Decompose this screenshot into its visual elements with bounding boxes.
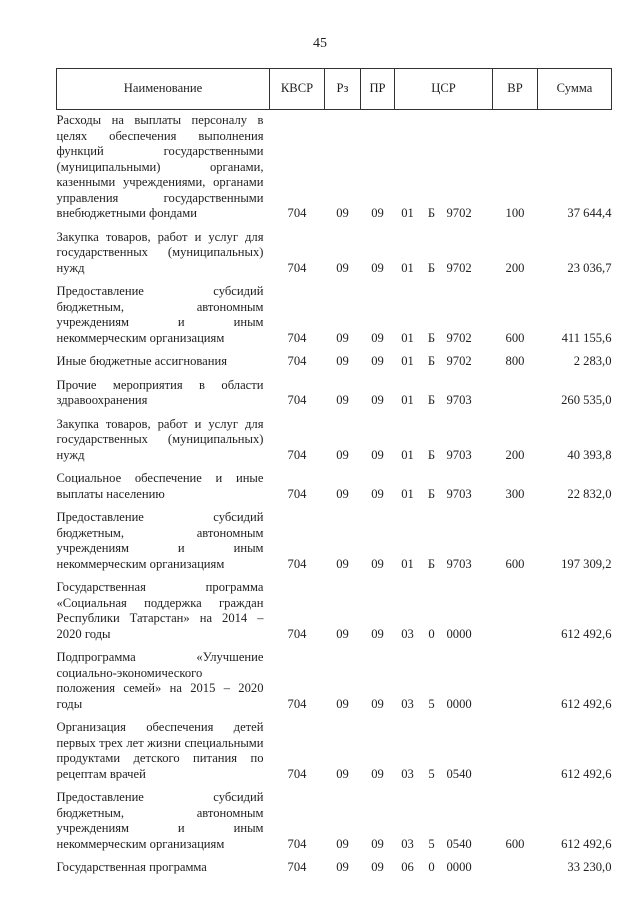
- row-pr: 09: [371, 766, 384, 781]
- row-kvsr: 704: [287, 486, 307, 501]
- row-pr: 09: [371, 556, 384, 571]
- table-row: [57, 463, 612, 502]
- row-name: Предоставление субсидий бюджетным, автономным учреждениям и иным некоммерческим организациям: [56, 284, 264, 345]
- row-vr: 800: [505, 354, 525, 368]
- row-csr-subprogram: Б: [427, 556, 436, 571]
- table-row: [57, 222, 612, 277]
- row-name: Предоставление субсидий бюджетным, автономным учреждениям и иным некоммерческим организациям: [56, 790, 264, 851]
- row-name: Государственная программа «Социальная поддержка граждан Республики Татарстан» на 2014 – 2020 годы: [56, 580, 264, 641]
- row-csr-program: 01: [401, 393, 414, 407]
- row-pr: 09: [371, 330, 384, 345]
- budget-table: [56, 68, 612, 876]
- row-name: Организация обеспечения детей первых трех лет жизни специальными продуктами детского питания по рецептам врачей: [56, 720, 264, 781]
- row-kvsr: 704: [287, 206, 307, 220]
- row-csr-program: 03: [401, 696, 414, 711]
- row-sum: 612 492,6: [561, 626, 612, 641]
- table-row: [57, 712, 612, 782]
- row-vr: [493, 572, 538, 642]
- table-row: [57, 110, 612, 222]
- row-csr-subprogram: 0: [428, 626, 435, 641]
- row-csr-direction: 9703: [446, 556, 472, 571]
- row-csr-subprogram: 5: [428, 696, 435, 711]
- row-name: Иные бюджетные ассигнования: [56, 354, 228, 368]
- row-rz: 09: [336, 696, 349, 711]
- row-kvsr: 704: [287, 766, 307, 781]
- header-pr: ПР: [361, 69, 395, 110]
- table-row: [57, 502, 612, 572]
- table-row: [57, 572, 612, 642]
- row-vr: 200: [505, 447, 525, 462]
- row-pr: 09: [371, 206, 384, 220]
- row-pr: 09: [371, 447, 384, 462]
- row-csr-direction: 9703: [446, 486, 472, 501]
- row-sum: 197 309,2: [561, 556, 612, 571]
- row-name: Прочие мероприятия в области здравоохранения: [56, 377, 264, 407]
- row-csr-program: 01: [401, 354, 414, 368]
- row-sum: 260 535,0: [561, 393, 612, 407]
- row-kvsr: 704: [287, 696, 307, 711]
- row-kvsr: 704: [287, 556, 307, 571]
- row-csr-program: 03: [401, 626, 414, 641]
- row-csr-program: 01: [401, 206, 414, 220]
- row-csr-program: 01: [401, 260, 414, 275]
- row-rz: 09: [336, 836, 349, 851]
- row-csr-direction: 9702: [446, 260, 472, 275]
- row-pr: 09: [371, 860, 384, 874]
- row-vr: 600: [505, 836, 525, 851]
- row-pr: 09: [371, 260, 384, 275]
- row-name: Социальное обеспечение и иные выплаты населению: [56, 471, 264, 501]
- row-rz: 09: [336, 766, 349, 781]
- row-vr: 300: [505, 486, 525, 501]
- table-row: [57, 370, 612, 409]
- header-kvsr: КВСР: [270, 69, 325, 110]
- row-vr: [493, 370, 538, 409]
- row-rz: 09: [336, 354, 349, 368]
- row-rz: 09: [336, 556, 349, 571]
- table-row: [57, 409, 612, 464]
- row-csr-subprogram: Б: [427, 330, 436, 345]
- row-rz: 09: [336, 626, 349, 641]
- row-kvsr: 704: [287, 393, 307, 407]
- row-rz: 09: [336, 330, 349, 345]
- row-csr-subprogram: Б: [427, 260, 436, 275]
- row-pr: 09: [371, 626, 384, 641]
- header-csr: ЦСР: [395, 69, 493, 110]
- row-vr: [493, 642, 538, 712]
- row-csr-direction: 0540: [446, 766, 472, 781]
- row-sum: 33 230,0: [567, 860, 612, 874]
- row-pr: 09: [371, 486, 384, 501]
- row-name: Закупка товаров, работ и услуг для государственных (муниципальных) нужд: [56, 229, 264, 275]
- row-csr-direction: 9703: [446, 447, 472, 462]
- row-kvsr: 704: [287, 860, 307, 874]
- row-vr: 200: [505, 260, 525, 275]
- row-rz: 09: [336, 486, 349, 501]
- row-name: Подпрограмма «Улучшение социально-экономического положения семей» на 2015 – 2020 годы: [56, 650, 264, 711]
- row-vr: 100: [505, 206, 525, 220]
- row-pr: 09: [371, 393, 384, 407]
- row-csr-subprogram: Б: [427, 447, 436, 462]
- row-sum: 612 492,6: [561, 836, 612, 851]
- row-csr-direction: 0000: [446, 626, 472, 641]
- table-row: [57, 852, 612, 876]
- row-sum: 2 283,0: [573, 354, 612, 368]
- row-vr: 600: [505, 556, 525, 571]
- row-kvsr: 704: [287, 260, 307, 275]
- row-kvsr: 704: [287, 447, 307, 462]
- row-name: Государственная программа: [56, 860, 207, 874]
- row-csr-subprogram: Б: [427, 393, 436, 407]
- row-rz: 09: [336, 860, 349, 874]
- header-sum: Сумма: [538, 69, 612, 110]
- row-csr-program: 01: [401, 556, 414, 571]
- row-csr-direction: 0000: [446, 696, 472, 711]
- row-csr-subprogram: 5: [428, 836, 435, 851]
- row-csr-direction: 9702: [446, 354, 472, 368]
- row-sum: 23 036,7: [567, 260, 612, 275]
- row-csr-subprogram: 0: [428, 860, 435, 874]
- row-name: Предоставление субсидий бюджетным, автономным учреждениям и иным некоммерческим организациям: [56, 510, 264, 571]
- row-csr-program: 01: [401, 330, 414, 345]
- row-kvsr: 704: [287, 354, 307, 368]
- row-csr-program: 03: [401, 836, 414, 851]
- row-rz: 09: [336, 206, 349, 220]
- row-sum: 612 492,6: [561, 696, 612, 711]
- row-sum: 37 644,4: [567, 206, 612, 220]
- header-vr: ВР: [493, 69, 538, 110]
- row-kvsr: 704: [287, 330, 307, 345]
- table-row: [57, 782, 612, 852]
- header-name: Наименование: [57, 69, 270, 110]
- header-rz: Рз: [325, 69, 361, 110]
- table-row: [57, 276, 612, 346]
- row-csr-program: 03: [401, 766, 414, 781]
- row-pr: 09: [371, 354, 384, 368]
- row-csr-subprogram: Б: [427, 486, 436, 501]
- row-kvsr: 704: [287, 626, 307, 641]
- row-rz: 09: [336, 260, 349, 275]
- row-pr: 09: [371, 836, 384, 851]
- row-name: Расходы на выплаты персоналу в целях обеспечения выполнения функций государственными (муниципальными) органами, казенными учреждениями, органами управления государственными внебюджетными фондами: [56, 113, 264, 220]
- table-row: [57, 346, 612, 370]
- table-header-row: [57, 69, 612, 110]
- row-csr-program: 06: [401, 860, 414, 874]
- row-sum: 40 393,8: [567, 447, 612, 462]
- row-csr-subprogram: Б: [427, 206, 436, 220]
- row-sum: 22 832,0: [567, 486, 612, 501]
- row-csr-subprogram: Б: [427, 354, 436, 368]
- row-csr-direction: 9702: [446, 206, 472, 220]
- page-number: 45: [313, 36, 327, 51]
- row-csr-direction: 9703: [446, 393, 472, 407]
- row-kvsr: 704: [287, 836, 307, 851]
- row-vr: 600: [505, 330, 525, 345]
- row-csr-direction: 9702: [446, 330, 472, 345]
- row-csr-direction: 0000: [446, 860, 472, 874]
- row-name: Закупка товаров, работ и услуг для государственных (муниципальных) нужд: [56, 416, 264, 462]
- row-vr: [493, 712, 538, 782]
- row-sum: 411 155,6: [561, 330, 612, 345]
- table-row: [57, 642, 612, 712]
- row-rz: 09: [336, 393, 349, 407]
- row-pr: 09: [371, 696, 384, 711]
- row-csr-program: 01: [401, 447, 414, 462]
- row-csr-direction: 0540: [446, 836, 472, 851]
- row-rz: 09: [336, 447, 349, 462]
- row-vr: [493, 852, 538, 876]
- row-csr-subprogram: 5: [428, 766, 435, 781]
- row-sum: 612 492,6: [561, 766, 612, 781]
- row-csr-program: 01: [401, 486, 414, 501]
